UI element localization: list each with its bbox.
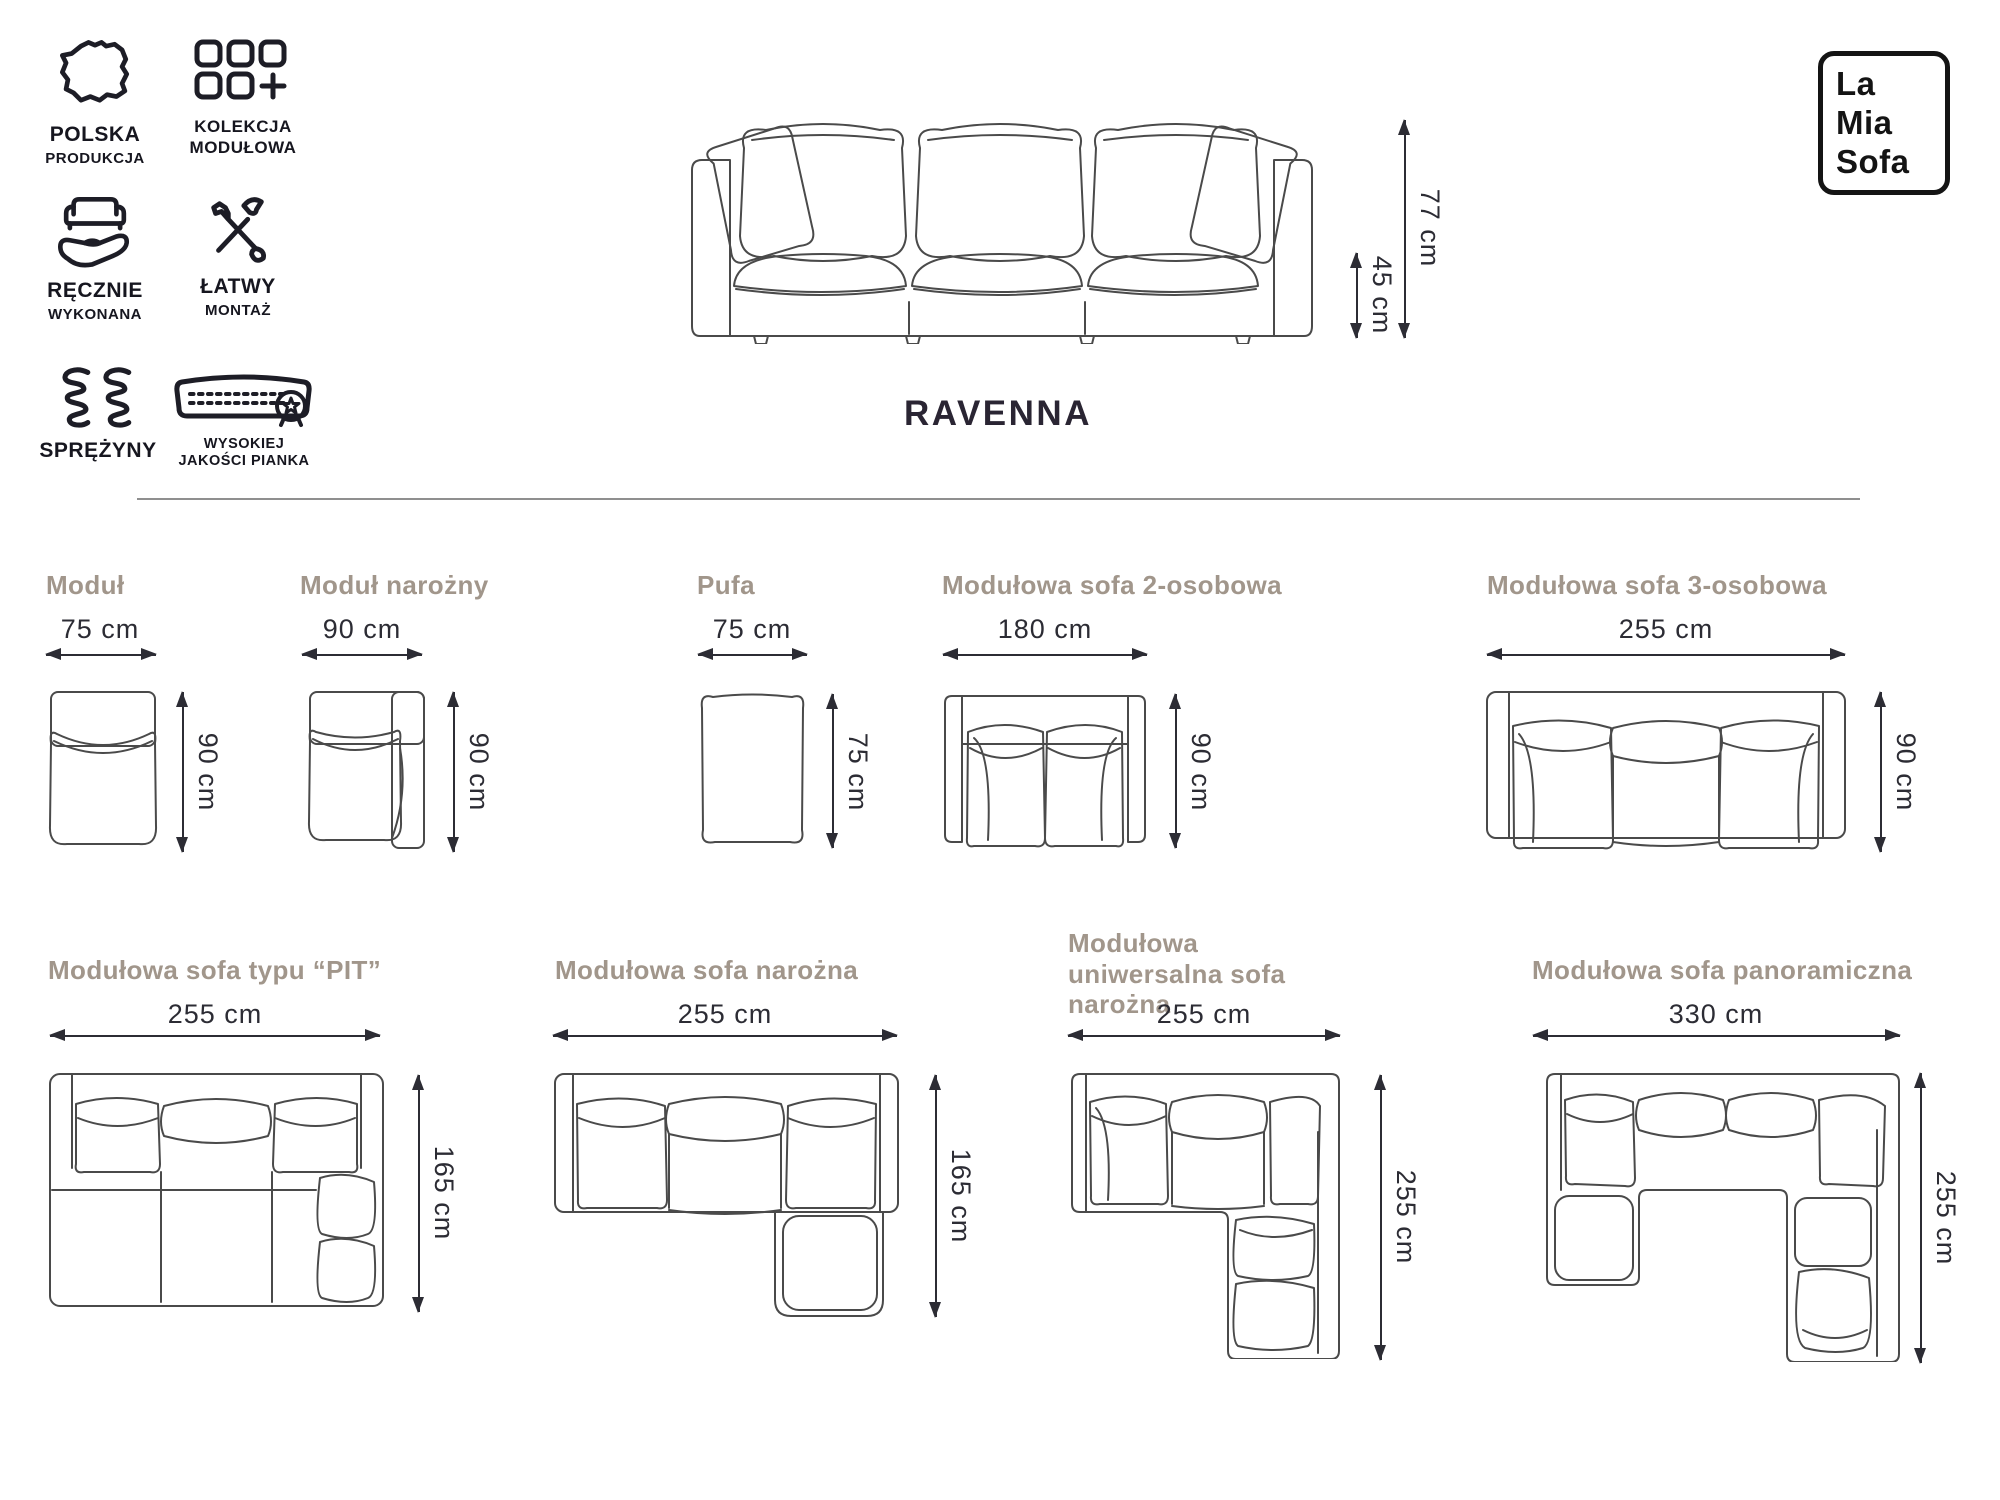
- seat-height-dimension: 45 cm: [1367, 255, 1397, 335]
- brand-logo: [1818, 51, 1950, 195]
- module-width-arrow: [553, 1035, 897, 1037]
- module-card-sofa-2-osobowa: [942, 570, 1282, 870]
- module-name: Modułowa sofa typu “PIT”: [48, 955, 382, 985]
- two-seater-top-view-drawing: [942, 692, 1148, 850]
- product-title: RAVENNA: [904, 394, 1092, 433]
- module-collection-icon: [193, 38, 293, 108]
- feature-title: ŁATWY: [200, 275, 276, 298]
- module-height-arrow: [182, 692, 184, 852]
- module-height-dimension: 165 cm: [429, 1145, 459, 1241]
- module-card-sofa-panoramiczna: [1532, 955, 1982, 1415]
- module-name: Modułowa sofa 3-osobowa: [1487, 570, 1827, 600]
- handmade-icon: [53, 190, 137, 270]
- panoramic-sofa-top-view-drawing: [1533, 1072, 1905, 1362]
- foam-quality-icon: [174, 366, 314, 428]
- module-width-arrow: [50, 1035, 380, 1037]
- feature-subtitle: WYKONANA: [48, 306, 142, 323]
- module-top-view-drawing: [46, 690, 160, 853]
- module-width-dimension: 255 cm: [677, 999, 773, 1029]
- module-width-arrow: [1068, 1035, 1340, 1037]
- module-height-arrow: [418, 1075, 420, 1312]
- module-height-arrow: [935, 1075, 937, 1317]
- universal-corner-sofa-top-view-drawing: [1068, 1072, 1343, 1359]
- feature-wysokiej-jakosci-pianka: [170, 366, 318, 469]
- feature-kolekcja-modulowa: [175, 38, 311, 158]
- module-width-dimension: 75 cm: [712, 614, 792, 644]
- module-height-arrow: [453, 692, 455, 852]
- module-height-dimension: 90 cm: [1891, 732, 1921, 812]
- corner-module-top-view-drawing: [306, 690, 428, 853]
- module-width-arrow: [698, 654, 807, 656]
- feature-subtitle: MONTAŻ: [204, 302, 272, 319]
- module-height-arrow: [1920, 1073, 1922, 1363]
- module-card-pufa: [697, 570, 917, 870]
- feature-subtitle: MODUŁOWA: [189, 138, 297, 157]
- feature-title: WYSOKIEJ: [203, 436, 285, 452]
- corner-sofa-top-view-drawing: [553, 1072, 900, 1318]
- module-card-sofa-pit: [48, 955, 488, 1375]
- feature-polska-produkcja: [33, 38, 157, 167]
- module-width-dimension: 255 cm: [167, 999, 263, 1029]
- module-width-arrow: [302, 654, 422, 656]
- module-name: Pufa: [697, 570, 755, 600]
- module-height-arrow: [1880, 692, 1882, 852]
- module-width-dimension: 255 cm: [1618, 614, 1714, 644]
- brand-logo-line: Sofa: [1836, 143, 1910, 180]
- total-height-dimension: 77 cm: [1415, 188, 1445, 268]
- seat-height-arrow: [1356, 253, 1358, 338]
- brand-logo-line: Mia: [1836, 104, 1893, 141]
- feature-title: POLSKA: [49, 123, 141, 146]
- section-divider: [137, 498, 1860, 500]
- module-width-dimension: 180 cm: [997, 614, 1093, 644]
- feature-title: RĘCZNIE: [47, 279, 143, 302]
- module-name: Modułowa uniwersalna sofa narożna: [1068, 928, 1286, 1020]
- module-card-modul-narozny: [300, 570, 540, 870]
- module-width-dimension: 90 cm: [322, 614, 402, 644]
- module-card-sofa-3-osobowa: [1487, 570, 1947, 870]
- module-height-dimension: 255 cm: [1931, 1170, 1961, 1266]
- hero-sofa-front-drawing: [690, 86, 1314, 344]
- module-name: Modułowa sofa panoramiczna: [1532, 955, 1913, 985]
- feature-subtitle: PRODUKCJA: [45, 150, 145, 167]
- feature-sprezyny: [36, 366, 160, 466]
- module-height-arrow: [1380, 1075, 1382, 1360]
- module-name: Moduł: [46, 570, 125, 600]
- feature-title: SPRĘŻYNY: [39, 439, 157, 462]
- module-card-sofa-narozna: [555, 955, 1005, 1375]
- poland-map-icon: [53, 38, 137, 114]
- brand-logo-line: La: [1836, 65, 1876, 102]
- module-height-dimension: 165 cm: [946, 1148, 976, 1244]
- module-width-arrow: [1533, 1035, 1900, 1037]
- module-width-arrow: [1487, 654, 1845, 656]
- module-height-dimension: 90 cm: [193, 732, 223, 812]
- module-width-arrow: [943, 654, 1147, 656]
- module-height-arrow: [832, 694, 834, 848]
- module-card-modul: [46, 570, 276, 870]
- module-name: Modułowa sofa narożna: [555, 955, 859, 985]
- module-width-dimension: 330 cm: [1668, 999, 1764, 1029]
- feature-subtitle: JAKOŚCI PIANKA: [178, 453, 310, 469]
- pit-sofa-top-view-drawing: [48, 1072, 385, 1308]
- module-height-dimension: 75 cm: [843, 732, 873, 812]
- springs-icon: [55, 366, 141, 430]
- module-height-dimension: 90 cm: [464, 732, 494, 812]
- module-name: Moduł narożny: [300, 570, 489, 600]
- feature-recznie-wykonana: [33, 190, 157, 323]
- module-width-dimension: 75 cm: [60, 614, 140, 644]
- easy-assembly-icon: [203, 192, 273, 266]
- feature-latwy-montaz: [176, 192, 300, 319]
- pouf-top-view-drawing: [697, 692, 808, 848]
- feature-title: KOLEKCJA: [194, 117, 292, 136]
- module-width-dimension: 255 cm: [1156, 999, 1252, 1029]
- module-width-arrow: [46, 654, 156, 656]
- module-card-sofa-uniwersalna-narozna: [1068, 928, 1448, 1388]
- module-height-arrow: [1175, 694, 1177, 848]
- total-height-arrow: [1404, 120, 1406, 338]
- three-seater-top-view-drawing: [1485, 690, 1847, 853]
- module-height-dimension: 90 cm: [1186, 732, 1216, 812]
- module-name: Modułowa sofa 2-osobowa: [942, 570, 1282, 600]
- module-height-dimension: 255 cm: [1391, 1169, 1421, 1265]
